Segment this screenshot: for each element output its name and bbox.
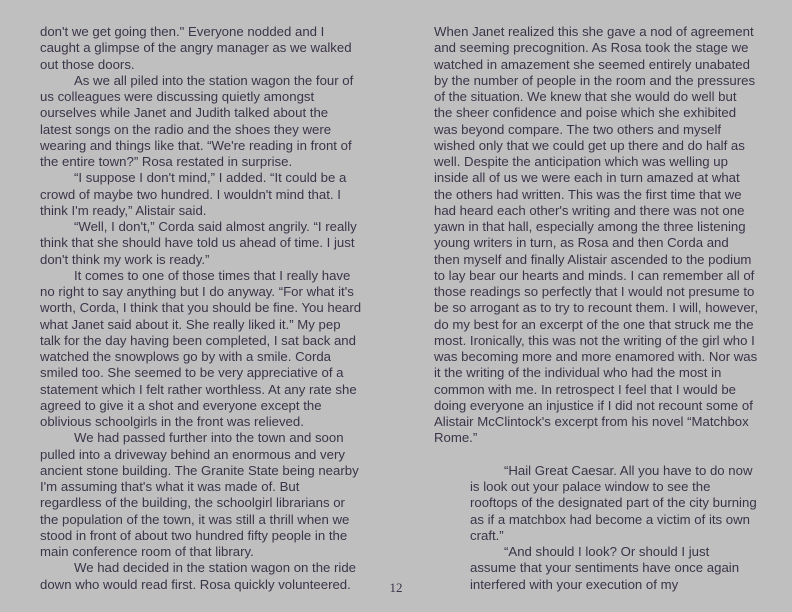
right-text-column — [434, 24, 762, 593]
paragraph: don't we get going then." Everyone nodded and I caught a glimpse of the angry manager as we walked out those doors. — [40, 24, 356, 72]
left-text-column — [40, 24, 365, 593]
page-number: 12 — [389, 580, 403, 595]
paragraph: “Well, I don't,” Corda said almost angrily. “I really think that she should have told us ahead of time. I just don't think my work is ready.” — [40, 219, 361, 267]
paragraph: “I suppose I don't mind,” I added. “It could be a crowd of maybe two hundred. I wouldn't mind that. I think I'm ready,” Alistair said. — [40, 170, 350, 218]
paragraph: As we all piled into the station wagon the four of us colleagues were discussing quietly amongst ourselves while Janet and Judith talked about the latest songs on the radio and the shoes they were wearing and things like that. “We're reading in front of the entire town?” Rosa restated in surprise. — [40, 72, 357, 169]
paragraph: We had passed further into the town and soon pulled into a driveway behind an enormous and very ancient stone building. The Granite State being nearby I'm assuming that's what it was made of. But regardless of the building, the schoolgirl librarians or the population of the town, it was still a thrill when we stood in front of about two hundred fifty people in the main conference room of that library. — [40, 430, 363, 559]
paragraph: When Janet realized this she gave a nod of agreement and seeming precognition. As Rosa took the stage we watched in amazement she seemed entirely unabated by the number of people in the room and the pressures of the situation. We knew that she would do well but the sheer confidence and poise which she exhibited was beyond compare. The two others and myself wished only that we could get up there and do half as well. Despite the anticipation which was welling up inside all of us we were each in turn amazed at what the others had written. This was the first time that we had heard each other's writing and there was not one yawn in that hall, especially among the three listening young writers in turn, as Rosa and then Corda and then myself and finally Alistair ascended to the podium to lay bear our hearts and minds. I can remember all of those readings so perfectly that I would not presume to be so arrogant as to try to recount them. I will, however, do my best for an excerpt of the one that struck me the most. Ironically, this was not the writing of the girl who I was becoming more and more enamored with. Nor was it the writing of the individual who had the most in common with me. In retrospect I feel that I would be doing everyone an injustice if I did not recount some of Alistair McClintock's excerpt from his novel “Matchbox Rome.” — [434, 24, 762, 446]
quote-paragraph: “Hail Great Caesar. All you have to do now is look out your palace window to see the rooftops of the designated part of the city burning as if a matchbox had become a victim of its own craft.” — [470, 462, 761, 543]
block-quote — [434, 447, 761, 593]
paragraph: We had decided in the station wagon on the ride down who would read first. Rosa quickly volunteered. — [40, 560, 360, 592]
paragraph: It comes to one of those times that I really have no right to say anything but I do anyway. “For what it's worth, Corda, I think that you should be fine. You heard what Janet said about it. She really liked it.” My pep talk for the day having been completed, I sat back and watched the snowplows go by with a smile. Corda smiled too. She seemed to be very appreciative of a statement which I felt rather worthless. At any rate she agreed to give it a shot and everyone except the oblivious schoolgirls in the front was relieved. — [40, 267, 365, 429]
quote-paragraph: “And should I look? Or should I just assume that your sentiments have once again interfered with your execution of my — [470, 544, 743, 592]
